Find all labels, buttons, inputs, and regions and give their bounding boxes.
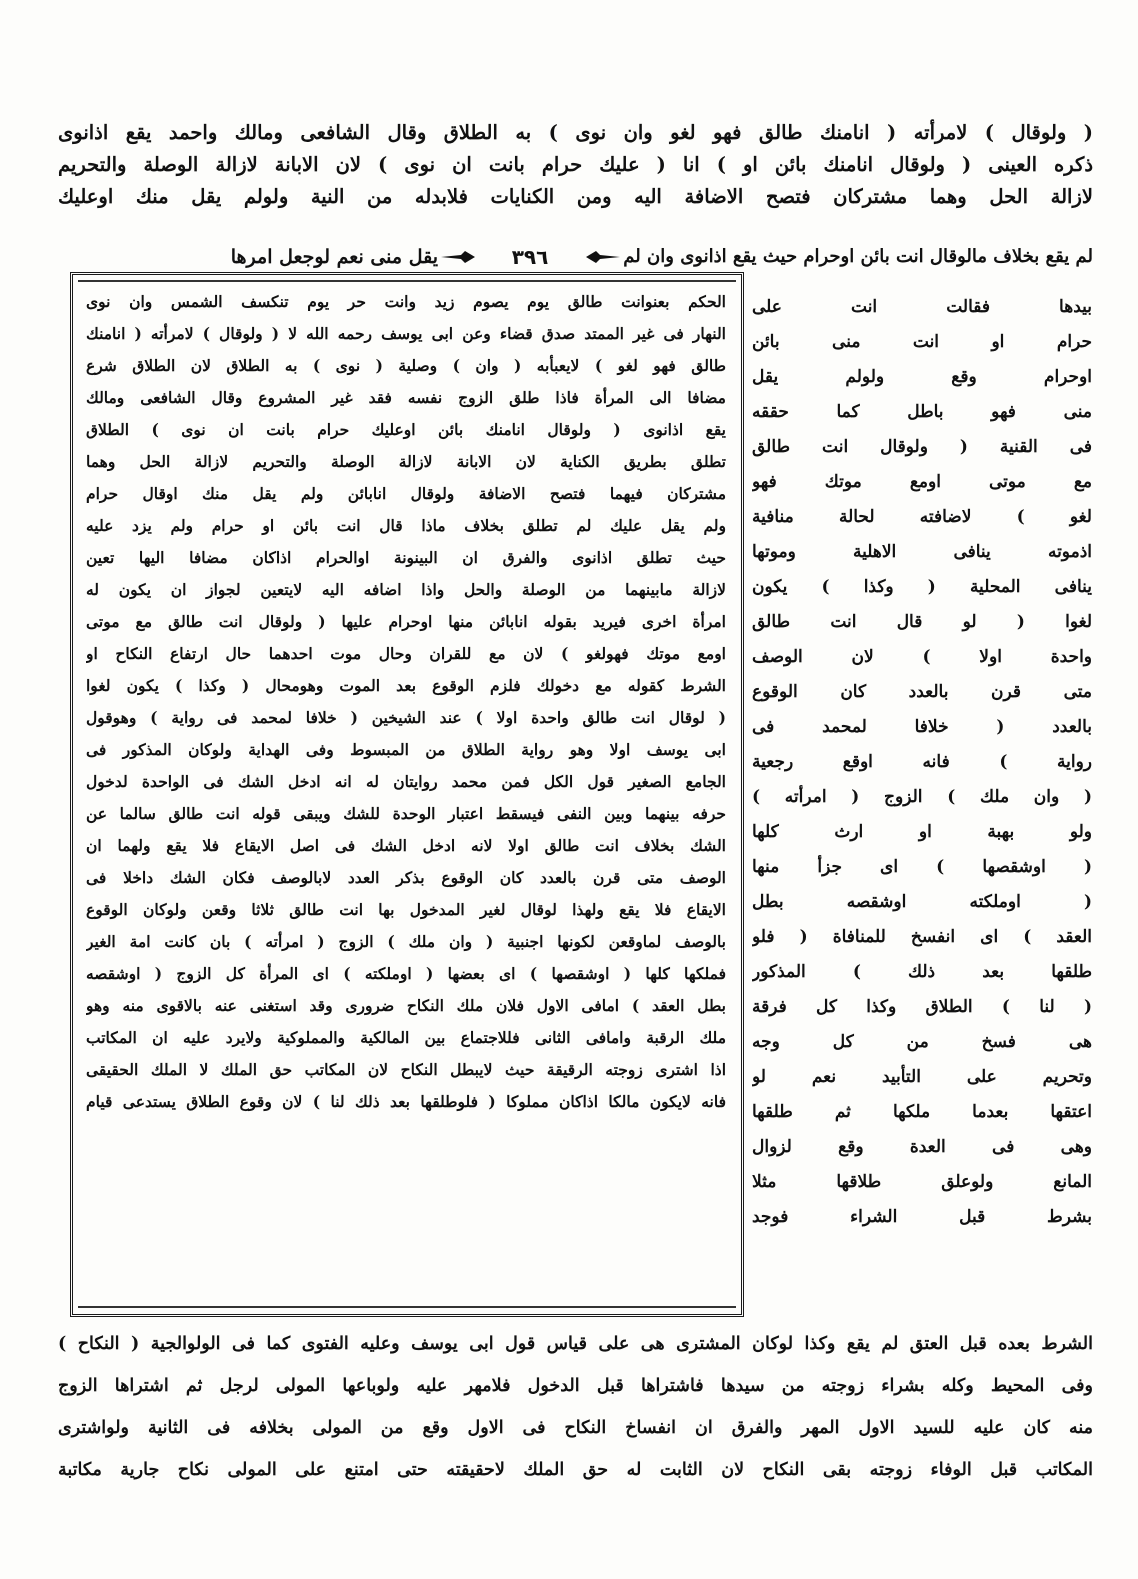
box-text-line: الجامع الصغير قول الكل فمن محمد روايتان له انه ادخل الشك فى الواحدة لدخول xyxy=(86,772,726,791)
side-column-line: ( اوشقصها ) اى جزأ منها xyxy=(752,857,1092,877)
side-column-line: هى فسخ من كل وجه xyxy=(752,1032,1092,1052)
top-text-line: لازالة الحل وهما مشتركان فتصح الاضافة اليه ومن الكنايات فلابدله من النية ولولم يقل منك اوعليك xyxy=(58,185,1093,208)
box-text-line: الوصف متى قرن بالعدد كان الوقوع بذكر العدد لابالوصف فكان الشك داخلا فى xyxy=(86,868,726,887)
side-column-line: اوحرام وقع ولولم يقل xyxy=(752,367,1092,387)
box-rule xyxy=(78,1306,736,1308)
side-column-line: فى القنية ( ولوقال انت طالق xyxy=(752,437,1092,457)
box-text-line: الشرط كقوله مع دخولك فلزم الوقوع بعد الموت وهومحال ( وكذا ) يكون لغوا xyxy=(86,676,726,695)
box-text-line: حرفه بينهما وبين النفى فيسقط اعتبار الوحدة للشك ويبقى قوله انت طالق سالما عن xyxy=(86,804,726,823)
side-column-line: بيدها فقالت انت على xyxy=(752,297,1092,317)
bottom-text-line: المكاتب قبل الوفاء زوجته بقى النكاح لان الثابت له حق الملك لاحقيقته حتى امتنع على المولى نكاح جارية مكاتبة xyxy=(58,1460,1093,1480)
side-column-line: حرام او انت منى بائن xyxy=(752,332,1092,352)
top-text-line: لم يقع بخلاف مالوقال انت بائن اوحرام حيث يقع اذانوى وان لم xyxy=(623,246,1093,267)
box-text-line: اذا اشترى زوجته الرقيقة حيث لايبطل النكاح لان المكاتب حق الملك لا الملك الحقيقى xyxy=(86,1060,726,1079)
box-text-line: ابى يوسف اولا وهو رواية الطلاق من المبسوط وفى الهداية ولوكان المذكور فى xyxy=(86,740,726,759)
box-text-line: فملكها كلها ( اوشقصها ) اى بعضها ( اوملكته ) اى المرأة كل الزوج ( اوشقصه xyxy=(86,964,726,983)
side-column-line: منى فهو باطل كما حققه xyxy=(752,402,1092,422)
page-number-ornament-left xyxy=(441,249,475,265)
side-column-line: مع موتى اومع موتك فهو xyxy=(752,472,1092,492)
box-text-line: الايقاع فلا يقع ولهذا لوقال لغير المدخول بها انت طالق ثلاثا وقعن ولوكان الوقوع xyxy=(86,900,726,919)
box-text-line: ولم يقل عليك لم تطلق بخلاف ماذا قال انت بائن او حرام ولم يزد عليه xyxy=(86,516,726,535)
side-column-line: لغوا ( لو قال انت طالق xyxy=(752,612,1092,632)
box-text-line: حيث تطلق اذانوى والفرق ان البينونة اوالحرام اذاكان مضافا اليها تعين xyxy=(86,548,726,567)
side-column-line: اعتقها بعدما ملكها ثم طلقها xyxy=(752,1102,1092,1122)
box-text-line: النهار فى غير الممتد صدق قضاء وعن ابى يوسف رحمه الله لا ( ولوقال ) لامرأته ( انامنك xyxy=(86,324,726,343)
side-column-line: متى قرن بالعدد كان الوقوع xyxy=(752,682,1092,702)
top-text-line: ذكره العينى ( ولوقال انامنك بائن او ) انا ( عليك حرام بانت ان نوى ) لان الابانة لازالة الوصلة والتحريم xyxy=(58,153,1093,176)
box-text-line: تطلق بطريق الكناية لان الابانة لازالة الوصلة والتحريم لازالة الحل وهما xyxy=(86,452,726,471)
box-text-line: الشك بخلاف انت طالق اولا لانه ادخل الشك فى اصل الايقاع فلا يقع ولهما ان xyxy=(86,836,726,855)
side-column-line: وهى فى العدة وقع لزوال xyxy=(752,1137,1092,1157)
side-column-line: رواية ) فانه اوقع رجعية xyxy=(752,752,1092,772)
box-text-line: لازالة مابينهما من الوصلة والحل واذا اضافه اليه لايتعين لجواز ان يكون له xyxy=(86,580,726,599)
side-column-line: اذموته ينافى الاهلية وموتها xyxy=(752,542,1092,562)
side-column-line: طلقها بعد ذلك ) المذكور xyxy=(752,962,1092,982)
side-column-line: العقد ) اى انفسخ للمنافاة ( فلو xyxy=(752,927,1092,947)
box-text-line: مضافا الى المرأة فاذا طلق الزوج نفسه فقد غير المشروع وقال الشافعى ومالك xyxy=(86,388,726,407)
page-number: ٣٩٦ xyxy=(511,245,549,269)
side-column-line: بالعدد ( خلافا لمحمد فى xyxy=(752,717,1092,737)
side-column-line: ( اوملكته اوشقصه بطل xyxy=(752,892,1092,912)
box-rule xyxy=(78,280,736,282)
side-column-line: ولو بهبة او ارث كلها xyxy=(752,822,1092,842)
side-column-line: واحدة اولا ) لان الوصف xyxy=(752,647,1092,667)
box-text-line: يقع اذانوى ( ولوقال انامنك بائن اوعليك حرام بانت ان نوى ) الطلاق xyxy=(86,420,726,439)
top-text-line: ( ولوقال ) لامرأته ( انامنك طالق فهو لغو وان نوى ) به الطلاق وقال الشافعى ومالك واحمد يقع اذانوى xyxy=(58,121,1093,144)
side-column-line: ( وان ملك ) الزوج ( امرأته ) xyxy=(752,787,1092,807)
bottom-text-line: وفى المحيط وكله بشراء زوجته من سيدها فاشتراها قبل الدخول فلامهر عليه ولوباعها المولى لرجل ثم اشتراها الزوج xyxy=(58,1376,1093,1396)
side-column-line: وتحريم على التأبيد نعم لو xyxy=(752,1067,1092,1087)
side-column-line: بشرط قبل الشراء فوجد xyxy=(752,1207,1092,1227)
box-text-line: طالق فهو لغو ) لايعبأبه ( وان ) وصلية ( نوى ) به الطلاق لان الطلاق شرع xyxy=(86,356,726,375)
box-text-line: اومع موتك فهولغو ) لان مع للقران وحال موت احدهما حال ارتفاع النكاح او xyxy=(86,644,726,663)
box-text-line: امرأة اخرى فيريد بقوله انابائن منها اوحرام عليها ( ولوقال انت طالق مع موتى xyxy=(86,612,726,631)
box-text-line: بالوصف لماوقعن لكونها اجنبية ( وان ملك ) الزوج ( امرأته ) بان كانت امة الغير xyxy=(86,932,726,951)
box-text-line: فانه لايكون مالكا اذاكان مملوكا ( فلوطلقها بعد ذلك لنا ) لان وقوع الطلاق يستدعى قيام xyxy=(86,1092,726,1111)
side-column-line: ينافى المحلية ( وكذا ) يكون xyxy=(752,577,1092,597)
bottom-text-line: منه كان عليه للسيد الاول المهر والفرق ان انفساخ النكاح فى الاول وقع من المولى بخلافه فى الثانية ولواشترى xyxy=(58,1418,1093,1438)
bottom-text-line: الشرط بعده قبل العتق لم يقع وكذا لوكان المشترى هى على قياس قول ابى يوسف وعليه الفتوى كما فى الولوالجية ( النكاح ) xyxy=(58,1334,1093,1354)
box-text-line: بطل العقد ) امافى الاول فلان ملك النكاح ضرورى وقد استغنى عنه بالاقوى منه وهو xyxy=(86,996,726,1015)
box-text-line: ( لوقال انت طالق واحدة اولا ) عند الشيخين ( خلافا لمحمد فى رواية ) وهوقول xyxy=(86,708,726,727)
side-column-line: المانع ولوعلق طلاقها مثلا xyxy=(752,1172,1092,1192)
side-column-line: لغو ) لاضافته لحالة منافية xyxy=(752,507,1092,527)
side-column-line: ( لنا ) الطلاق وكذا كل فرقة xyxy=(752,997,1092,1017)
box-text-line: ملك الرقبة وامافى الثانى فللاجتماع بين المالكية والمملوكية ولايرد عليه ان المكاتب xyxy=(86,1028,726,1047)
box-text-line: الحكم بعنوانت طالق يوم يصوم زيد وانت حر يوم تنكسف الشمس وان نوى xyxy=(86,292,726,311)
box-text-line: مشتركان فيهما فتصح الاضافة ولوقال انابائن ولم يقل منك اوقال حرام xyxy=(86,484,726,503)
top-text-line: يقل منى نعم لوجعل امرها xyxy=(230,246,438,268)
